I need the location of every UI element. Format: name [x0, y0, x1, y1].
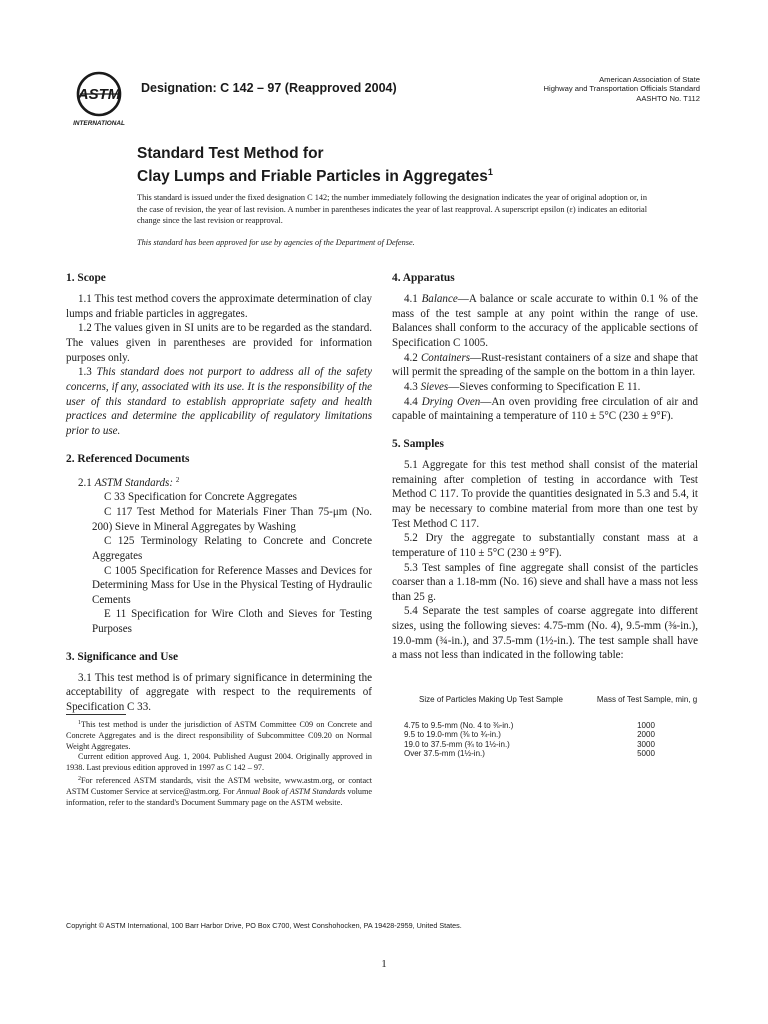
footnote-2 [66, 774, 372, 808]
size-cell: 19.0 to 37.5-mm (¾ to 1½-in.) [404, 739, 510, 749]
footnote-text: This test method is under the jurisdiction of ASTM Committee C09 on Concrete and Concrete Aggregates and is the direct responsibility of Subcommittee C09.20 on Normal Weight Aggregates. [66, 720, 372, 751]
size-cell: 9.5 to 19.0-mm (⅜ to ¾-in.) [404, 730, 501, 740]
book-title: Annual Book of ASTM Standards [236, 786, 346, 796]
section-heading-significance: 3. Significance and Use [66, 650, 179, 663]
section-heading-apparatus: 4. Apparatus [392, 272, 455, 284]
table-row [402, 730, 702, 739]
footnotes [66, 718, 372, 808]
astm-logo-icon [66, 70, 132, 128]
table-header [402, 695, 702, 721]
paragraph-4-4 [392, 395, 698, 424]
title-main: Clay Lumps and Friable Particles in Aggregates [137, 168, 488, 185]
logo-letters: ASTM [77, 86, 121, 103]
column-header-size: Size of Particles Making Up Test Sample [419, 695, 563, 704]
footnote-mark: 1 [78, 720, 81, 726]
safety-statement: This standard does not purport to address all of the safety concerns, if any, associated with its use. It is the responsibility of the user of this standard to establish appropriate safety and health practices and determine the applicability of regulatory limitations prior to use. [66, 366, 372, 437]
paragraph-number: 4.1 [404, 293, 422, 305]
reference-item: C 117 Test Method for Materials Finer Than 75-μm (No. 200) Sieve in Mineral Aggregates by Washing [92, 505, 372, 533]
table-row [402, 749, 702, 758]
page-number: 1 [381, 958, 387, 970]
size-cell: 4.75 to 9.5-mm (No. 4 to ⅜-in.) [404, 721, 514, 730]
dod-note: This standard has been approved for use by agencies of the Department of Defense. [137, 238, 415, 247]
definition: —Sieves conforming to Specification E 11. [448, 380, 641, 393]
paragraph-3-1: 3.1 This test method is of primary significance in determining the acceptability of aggregate with respect to the requirements of Specification C 33. [66, 671, 372, 714]
reference-item: C 33 Specification for Concrete Aggregates [104, 491, 297, 504]
table-row [402, 721, 702, 730]
paragraph-5-2: 5.2 Dry the aggregate to substantially constant mass at a temperature of 110 ± 5°C (230 ± 9°F). [392, 532, 698, 559]
document-title [137, 145, 697, 186]
reference-item: C 125 Terminology Relating to Concrete and Concrete Aggregates [92, 535, 372, 562]
astm-logo [66, 70, 132, 128]
paragraph-number: 4.2 [404, 351, 421, 364]
paragraph-number: 1.3 [78, 366, 97, 379]
paragraph-number: 4.4 [404, 395, 422, 408]
aashto-line: Highway and Transportation Officials Standard [543, 84, 700, 94]
paragraph-number: 2.1 [78, 476, 95, 489]
aashto-line: American Association of State [599, 75, 700, 84]
paragraph-number: 4.3 [404, 380, 421, 393]
term: Balance [421, 293, 458, 305]
sample-mass-table [402, 695, 702, 759]
footnote-mark: 2 [175, 475, 180, 484]
title-line-2 [137, 163, 697, 186]
footnote-text: volume information, refer to the standard's Document Summary page on the ASTM website. [66, 786, 372, 807]
footnote-1-edition: Current edition approved Aug. 1, 2004. Published August 2004. Originally approved in 1938. Last previous edition approved in 1997 as C 142 – 97. [66, 752, 372, 773]
right-column [392, 271, 698, 663]
paragraph-5-1: 5.1 Aggregate for this test method shall consist of the material remaining after completion of testing in accordance with Test Method C 117. To provide the quantities designated in 5.3 and 5.4, it may be necessary to combine material from more than one test by Test Method C 117. [392, 458, 698, 530]
footnote-mark: 2 [78, 775, 81, 782]
paragraph-4-2 [392, 351, 698, 380]
reference-item: C 1005 Specification for Reference Masses and Devices for Determining Mass for Use in the Physical Testing of Hydraulic Cements [92, 564, 372, 606]
section-heading-references: 2. Referenced Documents [66, 452, 190, 465]
aashto-line: AASHTO No. T112 [636, 93, 700, 103]
mass-cell: 1000 [637, 721, 655, 730]
copyright-notice: Copyright © ASTM International, 100 Barr Harbor Drive, PO Box C700, West Conshohocken, PA 19428-2959, United States. [66, 921, 462, 930]
paragraph-5-3: 5.3 Test samples of fine aggregate shall consist of the particles coarser than a 1.18-mm (No. 16) sieve and shall have a mass not less than 25 g. [392, 561, 698, 603]
astm-standards-subheading [66, 473, 372, 491]
size-cell: Over 37.5-mm (1½-in.) [404, 749, 485, 759]
term: Sieves [420, 380, 449, 393]
paragraph-1-1: 1.1 This test method covers the approximate determination of clay lumps and friable particles in aggregates. [66, 293, 372, 320]
paragraph-4-1 [392, 292, 698, 351]
designation: Designation: C 142 – 97 (Reapproved 2004) [141, 81, 397, 95]
aashto-reference [544, 75, 700, 103]
footnote-text: For referenced ASTM standards, visit the ASTM website, www.astm.org, or contact ASTM Customer Service at service@astm.org. For [66, 775, 372, 796]
paragraph-1-3 [66, 365, 372, 438]
definition: —Rust-resistant containers of a size and shape that will permit the spreading of the sample on the bottom in a thin layer. [392, 351, 698, 379]
term: Containers [420, 351, 471, 364]
definition: —An oven providing free circulation of air and capable of maintaining a temperature of 110 ± 5°C (230 ± 9°F). [392, 395, 699, 423]
section-heading-samples: 5. Samples [392, 437, 444, 450]
term: Drying Oven [421, 395, 481, 408]
paragraph-1-2: 1.2 The values given in SI units are to be regarded as the standard. The values given in parentheses are provided for information purposes only. [66, 322, 372, 364]
footnote-1 [66, 718, 372, 752]
footnote-rule [66, 714, 126, 715]
mass-cell: 2000 [637, 730, 655, 740]
column-header-mass: Mass of Test Sample, min, g [596, 695, 698, 704]
section-heading-scope: 1. Scope [66, 272, 106, 284]
left-column [66, 271, 372, 715]
paragraph-4-3 [392, 380, 698, 395]
title-footnote-mark: 1 [487, 167, 493, 177]
paragraph-5-4: 5.4 Separate the test samples of coarse aggregate into different sizes, using the following sieves: 4.75-mm (No. 4), 9.5-mm (⅜-in.), 19.0-mm (¾-in.), and 37.5-mm (1½-in.). The test sample shall have a mass not less than indicated in the following table: [392, 605, 698, 662]
title-line-1: Standard Test Method for [137, 145, 324, 162]
definition: —A balance or scale accurate to within 0.1 % of the mass of the test sample at any point within the range of use. Balances shall conform to the accuracy of the applicable sections of Specification C 1005. [392, 293, 698, 349]
reference-item: E 11 Specification for Wire Cloth and Sieves for Testing Purposes [92, 608, 372, 636]
standard-intro: This standard is issued under the fixed designation C 142; the number immediately following the designation indicates the year of original adoption or, in the case of revision, the year of last revision. A number in parentheses indicates the year of last reapproval. A superscript epsilon (ε) indicates an editorial change since the last revision or reapproval. [137, 193, 647, 225]
mass-cell: 3000 [637, 739, 655, 749]
table-row [402, 740, 702, 749]
mass-cell: 5000 [637, 749, 655, 759]
subheading-label: ASTM Standards: [94, 476, 174, 489]
logo-subtext: INTERNATIONAL [73, 120, 125, 127]
